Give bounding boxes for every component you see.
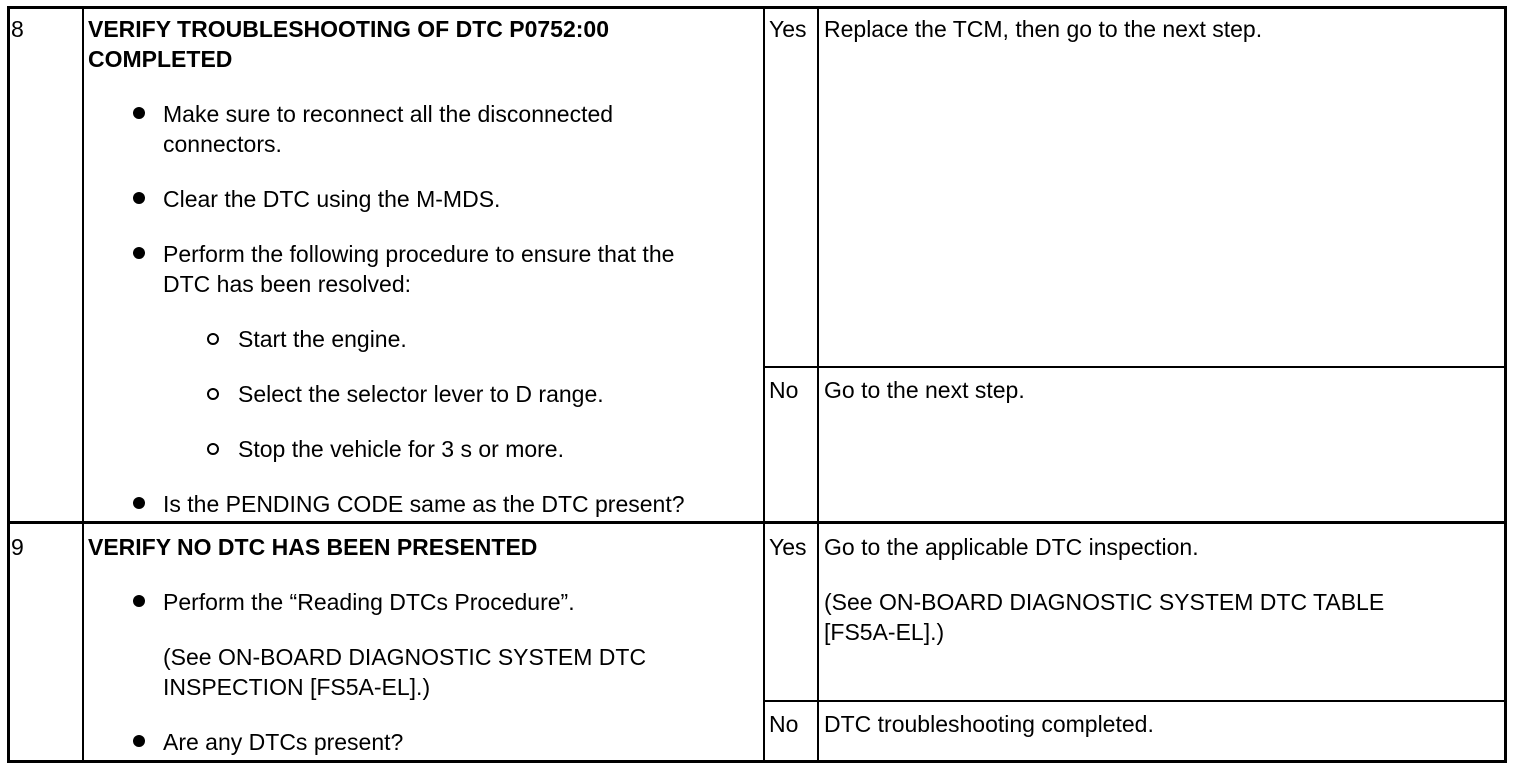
yes-action: Go to the applicable DTC inspection. bbox=[824, 534, 1199, 560]
row-divider bbox=[763, 366, 1506, 368]
column-divider bbox=[763, 7, 765, 762]
bullet-text: Are any DTCs present? bbox=[163, 729, 404, 755]
sub-bullet-icon bbox=[207, 388, 219, 400]
bullet-icon bbox=[133, 247, 145, 259]
yes-label: Yes bbox=[769, 534, 807, 560]
column-divider bbox=[82, 7, 84, 762]
no-label: No bbox=[769, 711, 799, 737]
sub-bullet-text: Stop the vehicle for 3 s or more. bbox=[238, 436, 564, 462]
step-title: COMPLETED bbox=[88, 46, 233, 72]
yes-label: Yes bbox=[769, 16, 807, 42]
bullet-text: Clear the DTC using the M-MDS. bbox=[163, 186, 501, 212]
bullet-icon bbox=[133, 107, 145, 119]
bullet-text: DTC has been resolved: bbox=[163, 271, 412, 297]
no-label: No bbox=[769, 377, 799, 403]
reference-text: (See ON-BOARD DIAGNOSTIC SYSTEM DTC bbox=[163, 644, 647, 670]
yes-reference: [FS5A-EL].) bbox=[824, 619, 945, 645]
step-number: 9 bbox=[11, 534, 24, 560]
bullet-text: Is the PENDING CODE same as the DTC present? bbox=[163, 491, 685, 517]
no-action: Go to the next step. bbox=[824, 377, 1025, 403]
yes-reference: (See ON-BOARD DIAGNOSTIC SYSTEM DTC TABLE bbox=[824, 589, 1385, 615]
no-action: DTC troubleshooting completed. bbox=[824, 711, 1154, 737]
sub-bullet-icon bbox=[207, 443, 219, 455]
bullet-text: connectors. bbox=[163, 131, 282, 157]
bullet-icon bbox=[133, 735, 145, 747]
bullet-icon bbox=[133, 497, 145, 509]
sub-bullet-icon bbox=[207, 333, 219, 345]
sub-bullet-text: Start the engine. bbox=[238, 326, 407, 352]
yes-action: Replace the TCM, then go to the next step. bbox=[824, 16, 1263, 42]
row-divider bbox=[8, 521, 1506, 524]
bullet-icon bbox=[133, 192, 145, 204]
step-title: VERIFY TROUBLESHOOTING OF DTC P0752:00 bbox=[88, 16, 610, 42]
bullet-text: Perform the “Reading DTCs Procedure”. bbox=[163, 589, 575, 615]
step-title: VERIFY NO DTC HAS BEEN PRESENTED bbox=[88, 534, 538, 560]
reference-text: INSPECTION [FS5A-EL].) bbox=[163, 674, 431, 700]
bullet-text: Make sure to reconnect all the disconnected bbox=[163, 101, 614, 127]
column-divider bbox=[817, 7, 819, 762]
bullet-icon bbox=[133, 595, 145, 607]
bullet-text: Perform the following procedure to ensure that the bbox=[163, 241, 675, 267]
row-divider bbox=[763, 700, 1506, 702]
step-number: 8 bbox=[11, 16, 24, 42]
sub-bullet-text: Select the selector lever to D range. bbox=[238, 381, 604, 407]
